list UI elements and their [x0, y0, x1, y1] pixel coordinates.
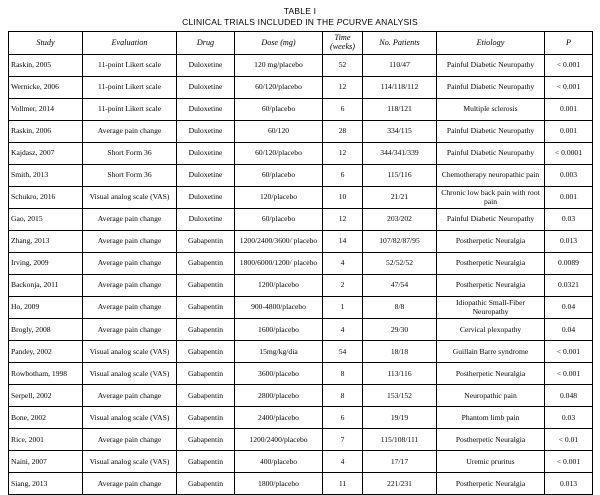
- cell-time: 28: [323, 121, 363, 143]
- cell-etiology: Chronic low back pain with root pain: [437, 187, 545, 209]
- cell-evaluation: Visual analog scale (VAS): [83, 407, 177, 429]
- cell-evaluation: Short Form 36: [83, 165, 177, 187]
- cell-etiology: Postherpetic Neuralgia: [437, 275, 545, 297]
- cell-etiology: Postherpetic Neuralgia: [437, 363, 545, 385]
- table-row: [9, 253, 593, 275]
- cell-etiology: Painful Diabetic Neuropathy: [437, 77, 545, 99]
- cell-evaluation: Average pain change: [83, 473, 177, 495]
- cell-evaluation: Short Form 36: [83, 143, 177, 165]
- table-caption: [8, 6, 592, 28]
- cell-p: 0.03: [545, 209, 593, 231]
- cell-patients: 344/341/339: [363, 143, 437, 165]
- cell-study: Backonja, 2011: [9, 275, 83, 297]
- cell-time: 6: [323, 165, 363, 187]
- cell-evaluation: Visual analog scale (VAS): [83, 451, 177, 473]
- cell-evaluation: Average pain change: [83, 275, 177, 297]
- cell-dose: 60/placebo: [235, 99, 323, 121]
- cell-drug: Gabapentin: [177, 319, 235, 341]
- table-row: [9, 451, 593, 473]
- cell-p: 0.001: [545, 121, 593, 143]
- cell-patients: 110/47: [363, 55, 437, 77]
- cell-drug: Duloxetine: [177, 165, 235, 187]
- cell-patients: 17/17: [363, 451, 437, 473]
- cell-time: 4: [323, 319, 363, 341]
- cell-p: < 0.001: [545, 341, 593, 363]
- table-row: [9, 231, 593, 253]
- cell-drug: Gabapentin: [177, 231, 235, 253]
- cell-study: Bone, 2002: [9, 407, 83, 429]
- cell-study: Rowbotham, 1998: [9, 363, 83, 385]
- cell-etiology: Idiopathic Small-Fiber Neuropathy: [437, 297, 545, 319]
- cell-study: Brogly, 2008: [9, 319, 83, 341]
- table-row: [9, 143, 593, 165]
- cell-drug: Gabapentin: [177, 407, 235, 429]
- clinical-trials-table: [8, 31, 593, 495]
- cell-dose: 1200/placebo: [235, 275, 323, 297]
- cell-dose: 60/120: [235, 121, 323, 143]
- cell-etiology: Painful Diabetic Neuropathy: [437, 143, 545, 165]
- cell-dose: 1600/placebo: [235, 319, 323, 341]
- cell-patients: 29/30: [363, 319, 437, 341]
- cell-dose: 400/placebo: [235, 451, 323, 473]
- cell-p: 0.001: [545, 187, 593, 209]
- table-row: [9, 473, 593, 495]
- cell-p: < 0.001: [545, 363, 593, 385]
- cell-patients: 107/82/87/95: [363, 231, 437, 253]
- column-header-time: [323, 32, 363, 55]
- cell-time: 54: [323, 341, 363, 363]
- cell-p: 0.001: [545, 99, 593, 121]
- cell-time: 12: [323, 209, 363, 231]
- cell-p: 0.04: [545, 297, 593, 319]
- column-header-etiology: Etiology: [437, 32, 545, 55]
- cell-evaluation: Average pain change: [83, 319, 177, 341]
- cell-etiology: Neuropathic pain: [437, 385, 545, 407]
- cell-dose: 60/placebo: [235, 209, 323, 231]
- cell-drug: Duloxetine: [177, 143, 235, 165]
- cell-etiology: Painful Diabetic Neuropathy: [437, 55, 545, 77]
- cell-dose: 3600/placebo: [235, 363, 323, 385]
- cell-evaluation: 11-point Likert scale: [83, 99, 177, 121]
- cell-dose: 120/placebo: [235, 187, 323, 209]
- cell-time: 6: [323, 407, 363, 429]
- cell-dose: 15mg/kg/dia: [235, 341, 323, 363]
- cell-p: < 0.01: [545, 429, 593, 451]
- cell-drug: Duloxetine: [177, 55, 235, 77]
- cell-study: Serpell, 2002: [9, 385, 83, 407]
- cell-time: 12: [323, 143, 363, 165]
- cell-evaluation: Average pain change: [83, 429, 177, 451]
- column-header-time-line1: Time: [334, 33, 351, 43]
- cell-dose: 60/placebo: [235, 165, 323, 187]
- cell-dose: 1800/6000/1200/ placebo: [235, 253, 323, 275]
- table-row: [9, 55, 593, 77]
- table-row: [9, 165, 593, 187]
- table-row: [9, 275, 593, 297]
- cell-p: 0.048: [545, 385, 593, 407]
- cell-drug: Gabapentin: [177, 473, 235, 495]
- cell-patients: 21/21: [363, 187, 437, 209]
- cell-drug: Gabapentin: [177, 253, 235, 275]
- cell-study: Kajdasz, 2007: [9, 143, 83, 165]
- cell-evaluation: Average pain change: [83, 121, 177, 143]
- cell-p: 0.0321: [545, 275, 593, 297]
- cell-patients: 334/115: [363, 121, 437, 143]
- cell-p: 0.03: [545, 407, 593, 429]
- cell-study: Wernicke, 2006: [9, 77, 83, 99]
- column-header-p: P: [545, 32, 593, 55]
- cell-study: Gao, 2015: [9, 209, 83, 231]
- table-header-row: [9, 32, 593, 55]
- cell-p: < 0.001: [545, 451, 593, 473]
- cell-study: Rice, 2001: [9, 429, 83, 451]
- cell-study: Irving, 2009: [9, 253, 83, 275]
- cell-dose: 2400/placebo: [235, 407, 323, 429]
- cell-etiology: Phantom limb pain: [437, 407, 545, 429]
- cell-time: 1: [323, 297, 363, 319]
- cell-dose: 120 mg/placebo: [235, 55, 323, 77]
- cell-study: Siang, 2013: [9, 473, 83, 495]
- column-header-evaluation: Evaluation: [83, 32, 177, 55]
- cell-time: 14: [323, 231, 363, 253]
- cell-study: Pandey, 2002: [9, 341, 83, 363]
- cell-study: Naini, 2007: [9, 451, 83, 473]
- cell-study: Vollmer, 2014: [9, 99, 83, 121]
- cell-evaluation: Average pain change: [83, 253, 177, 275]
- cell-study: Zhang, 2013: [9, 231, 83, 253]
- column-header-patients: No. Patients: [363, 32, 437, 55]
- cell-etiology: Painful Diabetic Neuropathy: [437, 121, 545, 143]
- cell-etiology: Guillain Barre syndrome: [437, 341, 545, 363]
- cell-drug: Duloxetine: [177, 187, 235, 209]
- cell-etiology: Painful Diabetic Neuropathy: [437, 209, 545, 231]
- cell-etiology: Postherpetic Neuralgia: [437, 231, 545, 253]
- table-number: TABLE I: [283, 6, 317, 16]
- table-title: [8, 17, 592, 28]
- table-title-post: CURVE ANALYSIS: [342, 17, 418, 27]
- cell-p: 0.0089: [545, 253, 593, 275]
- cell-patients: 115/108/111: [363, 429, 437, 451]
- column-header-drug: Drug: [177, 32, 235, 55]
- cell-dose: 1200/2400/placebo: [235, 429, 323, 451]
- table-row: [9, 209, 593, 231]
- cell-etiology: Cervical plexopathy: [437, 319, 545, 341]
- cell-study: Raskin, 2005: [9, 55, 83, 77]
- cell-time: 10: [323, 187, 363, 209]
- column-header-study: Study: [9, 32, 83, 55]
- cell-patients: 115/116: [363, 165, 437, 187]
- cell-time: 8: [323, 385, 363, 407]
- cell-time: 12: [323, 77, 363, 99]
- table-row: [9, 363, 593, 385]
- table-row: [9, 385, 593, 407]
- cell-evaluation: Visual analog scale (VAS): [83, 363, 177, 385]
- cell-study: Ho, 2009: [9, 297, 83, 319]
- table-row: [9, 407, 593, 429]
- cell-etiology: Postherpetic Neuralgia: [437, 253, 545, 275]
- cell-drug: Gabapentin: [177, 363, 235, 385]
- cell-time: 11: [323, 473, 363, 495]
- cell-patients: 18/18: [363, 341, 437, 363]
- cell-patients: 47/54: [363, 275, 437, 297]
- cell-time: 4: [323, 451, 363, 473]
- table-row: [9, 429, 593, 451]
- cell-drug: Duloxetine: [177, 209, 235, 231]
- cell-dose: 60/120/placebo: [235, 77, 323, 99]
- cell-patients: 203/202: [363, 209, 437, 231]
- cell-study: Smith, 2013: [9, 165, 83, 187]
- cell-drug: Gabapentin: [177, 451, 235, 473]
- column-header-dose: Dose (mg): [235, 32, 323, 55]
- table-row: [9, 121, 593, 143]
- cell-study: Schukro, 2016: [9, 187, 83, 209]
- cell-patients: 114/118/112: [363, 77, 437, 99]
- cell-drug: Gabapentin: [177, 341, 235, 363]
- cell-etiology: Postherpetic Neuralgia: [437, 473, 545, 495]
- table-row: [9, 187, 593, 209]
- table-row: [9, 319, 593, 341]
- cell-p: < 0.0001: [545, 143, 593, 165]
- cell-time: 6: [323, 99, 363, 121]
- cell-dose: 1800/placebo: [235, 473, 323, 495]
- cell-drug: Gabapentin: [177, 297, 235, 319]
- cell-evaluation: 11-point Likert scale: [83, 55, 177, 77]
- cell-evaluation: Average pain change: [83, 385, 177, 407]
- cell-p: < 0.001: [545, 55, 593, 77]
- table-title-pre: CLINICAL TRIALS INCLUDED IN THE: [182, 17, 337, 27]
- cell-etiology: Uremic pruritus: [437, 451, 545, 473]
- cell-evaluation: Visual analog scale (VAS): [83, 187, 177, 209]
- cell-patients: 19/19: [363, 407, 437, 429]
- table-title-italic: P: [336, 17, 343, 27]
- cell-dose: 60/120/placebo: [235, 143, 323, 165]
- cell-etiology: Multiple sclerosis: [437, 99, 545, 121]
- table-row: [9, 297, 593, 319]
- cell-patients: 8/8: [363, 297, 437, 319]
- cell-patients: 118/121: [363, 99, 437, 121]
- cell-drug: Gabapentin: [177, 429, 235, 451]
- cell-p: 0.04: [545, 319, 593, 341]
- cell-patients: 153/152: [363, 385, 437, 407]
- cell-etiology: Chemotherapy neuropathic pain: [437, 165, 545, 187]
- cell-study: Raskin, 2006: [9, 121, 83, 143]
- cell-evaluation: 11-point Likert scale: [83, 77, 177, 99]
- cell-time: 2: [323, 275, 363, 297]
- cell-time: 4: [323, 253, 363, 275]
- cell-dose: 900-4800/placebo: [235, 297, 323, 319]
- cell-drug: Duloxetine: [177, 99, 235, 121]
- cell-evaluation: Average pain change: [83, 231, 177, 253]
- cell-etiology: Postherpetic Neuralgia: [437, 429, 545, 451]
- cell-p: < 0.001: [545, 77, 593, 99]
- cell-patients: 221/231: [363, 473, 437, 495]
- cell-drug: Duloxetine: [177, 77, 235, 99]
- cell-dose: 2800/placebo: [235, 385, 323, 407]
- cell-evaluation: Visual analog scale (VAS): [83, 341, 177, 363]
- column-header-time-line2: (weeks): [329, 42, 355, 51]
- table-row: [9, 341, 593, 363]
- table-body: [9, 55, 593, 495]
- cell-dose: 1200/2400/3600/ placebo: [235, 231, 323, 253]
- cell-p: 0.013: [545, 473, 593, 495]
- cell-evaluation: Average pain change: [83, 297, 177, 319]
- cell-patients: 113/116: [363, 363, 437, 385]
- cell-time: 8: [323, 363, 363, 385]
- cell-p: 0.003: [545, 165, 593, 187]
- cell-patients: 52/52/52: [363, 253, 437, 275]
- cell-time: 7: [323, 429, 363, 451]
- cell-drug: Duloxetine: [177, 121, 235, 143]
- cell-time: 52: [323, 55, 363, 77]
- table-row: [9, 99, 593, 121]
- cell-p: 0.013: [545, 231, 593, 253]
- cell-drug: Gabapentin: [177, 385, 235, 407]
- table-row: [9, 77, 593, 99]
- cell-evaluation: Average pain change: [83, 209, 177, 231]
- cell-drug: Gabapentin: [177, 275, 235, 297]
